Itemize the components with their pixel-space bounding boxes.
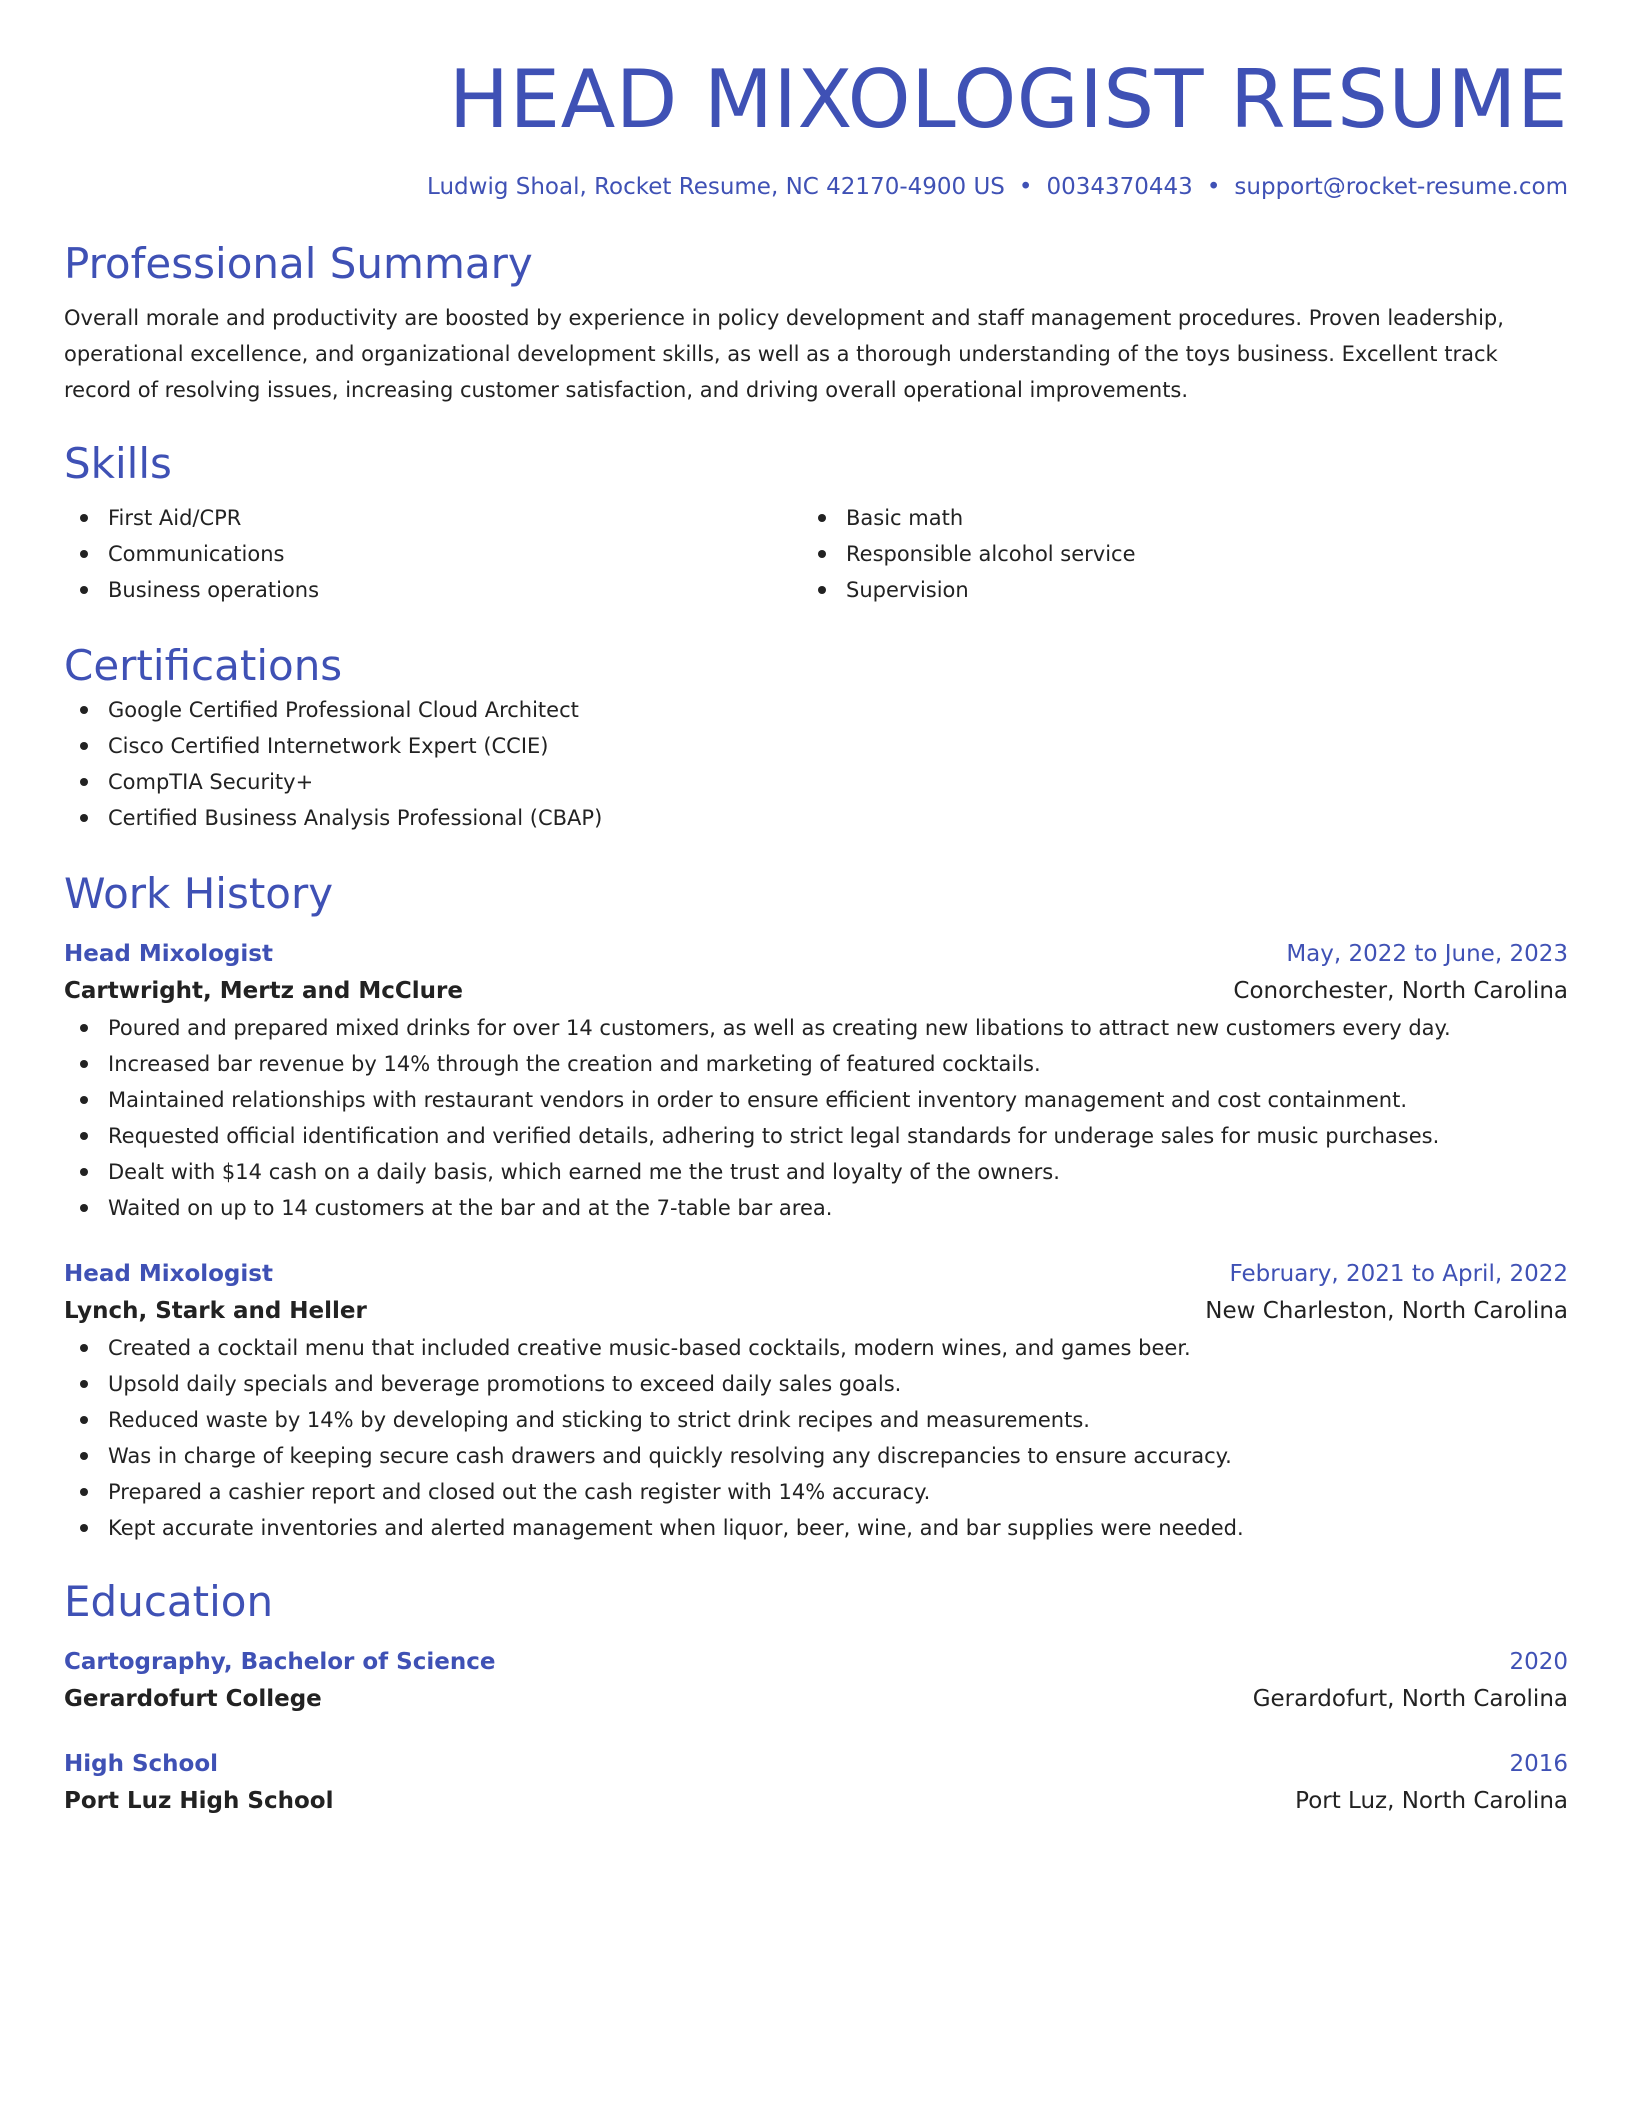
job-bullet-text: Was in charge of keeping secure cash drawers and quickly resolving any discrepancies to ensure accuracy. [108, 1444, 1232, 1468]
job-bullet-text: Requested official identification and verified details, adhering to strict legal standards for underage sales for music purchases. [108, 1124, 1440, 1148]
job-bullet [64, 1474, 1568, 1510]
job-bullets [64, 1010, 1568, 1226]
certification-item [64, 692, 1568, 728]
skill-item [64, 536, 802, 572]
job-bullet [64, 1154, 1568, 1190]
bullet-icon [80, 814, 88, 822]
skill-label: Basic math [846, 506, 964, 530]
skill-item [64, 500, 802, 536]
education-school-row [64, 1680, 1568, 1718]
job-location: New Charleston, North Carolina [1205, 1298, 1568, 1324]
certification-label: Certified Business Analysis Professional (CBAP) [108, 806, 603, 830]
job-bullet [64, 1118, 1568, 1154]
job-bullet-text: Increased bar revenue by 14% through the creation and marketing of featured cocktails. [108, 1052, 1041, 1076]
bullet-icon [80, 778, 88, 786]
job-header-row [64, 1256, 1568, 1292]
job-entry [64, 1256, 1568, 1546]
bullet-icon [80, 1168, 88, 1176]
job-bullet-text: Poured and prepared mixed drinks for over 14 customers, as well as creating new libations to attract new customers every day. [108, 1016, 1451, 1040]
skills-list-left [64, 500, 802, 608]
skill-item [802, 536, 1540, 572]
bullet-icon [80, 706, 88, 714]
skill-item [802, 500, 1540, 536]
job-title: Head Mixologist [64, 1261, 273, 1287]
bullet-icon [80, 1452, 88, 1460]
job-bullet [64, 1510, 1568, 1546]
skill-label: Communications [108, 542, 285, 566]
contact-phone: 0034370443 [1046, 174, 1193, 200]
bullet-icon [80, 514, 88, 522]
contact-address: Ludwig Shoal, Rocket Resume, NC 42170-4900 US [427, 174, 1005, 200]
job-bullet-text: Upsold daily specials and beverage promotions to exceed daily sales goals. [108, 1372, 902, 1396]
job-bullet [64, 1438, 1568, 1474]
contact-separator: • [1018, 174, 1033, 200]
bullet-icon [80, 550, 88, 558]
job-bullet [64, 1402, 1568, 1438]
skill-label: Responsible alcohol service [846, 542, 1136, 566]
skill-label: Business operations [108, 578, 320, 602]
education-degree: High School [64, 1751, 219, 1777]
section-title-education: Education [64, 1577, 274, 1626]
job-bullets [64, 1330, 1568, 1546]
summary-text: Overall morale and productivity are boosted by experience in policy development and staff management procedures. Proven leadership, operational excellence, and organizational development skills, as well as a thorough understanding of the toys business. Excellent track record of resolving issues, increasing customer satisfaction, and driving overall operational improvements. [64, 306, 1504, 402]
education-school: Port Luz High School [64, 1788, 334, 1814]
job-dates: February, 2021 to April, 2022 [1229, 1261, 1568, 1287]
bullet-icon [818, 550, 826, 558]
job-bullet-text: Waited on up to 14 customers at the bar and at the 7-table bar area. [108, 1196, 833, 1220]
bullet-icon [80, 1096, 88, 1104]
certification-item [64, 800, 1568, 836]
job-entry [64, 936, 1568, 1226]
education-school: Gerardofurt College [64, 1686, 322, 1712]
bullet-icon [818, 586, 826, 594]
job-company: Lynch, Stark and Heller [64, 1298, 367, 1324]
certification-item [64, 764, 1568, 800]
skills-list-right [802, 500, 1540, 608]
education-degree: Cartography, Bachelor of Science [64, 1649, 496, 1675]
job-title: Head Mixologist [64, 941, 273, 967]
bullet-icon [80, 1024, 88, 1032]
bullet-icon [80, 1524, 88, 1532]
bullet-icon [80, 1344, 88, 1352]
bullet-icon [80, 1416, 88, 1424]
job-bullet [64, 1190, 1568, 1226]
job-bullet [64, 1330, 1568, 1366]
skill-label: Supervision [846, 578, 969, 602]
education-school-row [64, 1782, 1568, 1820]
certification-label: Cisco Certified Internetwork Expert (CCIE) [108, 734, 549, 758]
job-bullet [64, 1366, 1568, 1402]
education-entry [64, 1644, 1568, 1718]
section-title-skills: Skills [64, 439, 172, 488]
job-bullet [64, 1046, 1568, 1082]
section-title-certifications: Certifications [64, 641, 343, 690]
contact-email: support@rocket-resume.com [1234, 174, 1568, 200]
job-bullet-text: Created a cocktail menu that included creative music-based cocktails, modern wines, and games beer. [108, 1336, 1191, 1360]
bullet-icon [80, 586, 88, 594]
bullet-icon [80, 1380, 88, 1388]
job-employer-row [64, 1292, 1568, 1330]
skill-item [802, 572, 1540, 608]
certification-label: Google Certified Professional Cloud Architect [108, 698, 579, 722]
job-bullet [64, 1082, 1568, 1118]
education-location: Gerardofurt, North Carolina [1252, 1686, 1568, 1712]
section-title-summary: Professional Summary [64, 239, 533, 288]
section-title-work-history: Work History [64, 869, 334, 918]
job-bullet-text: Dealt with $14 cash on a daily basis, which earned me the trust and loyalty of the owners. [108, 1160, 1060, 1184]
resume-title: HEAD MIXOLOGIST RESUME [448, 53, 1568, 146]
job-employer-row [64, 972, 1568, 1010]
bullet-icon [818, 514, 826, 522]
bullet-icon [80, 1204, 88, 1212]
job-company: Cartwright, Mertz and McClure [64, 978, 463, 1004]
skills-grid [64, 500, 1568, 608]
job-bullet-text: Kept accurate inventories and alerted management when liquor, beer, wine, and bar supplies were needed. [108, 1516, 1244, 1540]
job-bullet [64, 1010, 1568, 1046]
bullet-icon [80, 1488, 88, 1496]
job-dates: May, 2022 to June, 2023 [1286, 941, 1568, 967]
skill-label: First Aid/CPR [108, 506, 242, 530]
job-bullet-text: Reduced waste by 14% by developing and sticking to strict drink recipes and measurements. [108, 1408, 1090, 1432]
job-header-row [64, 936, 1568, 972]
contact-separator: • [1206, 174, 1221, 200]
education-year: 2016 [1509, 1751, 1568, 1777]
job-bullet-text: Prepared a cashier report and closed out the cash register with 14% accuracy. [108, 1480, 931, 1504]
bullet-icon [80, 1132, 88, 1140]
education-year: 2020 [1509, 1649, 1568, 1675]
bullet-icon [80, 742, 88, 750]
certification-item [64, 728, 1568, 764]
certification-label: CompTIA Security+ [108, 770, 314, 794]
skill-item [64, 572, 802, 608]
education-location: Port Luz, North Carolina [1295, 1788, 1568, 1814]
bullet-icon [80, 1060, 88, 1068]
contact-line [64, 170, 1568, 204]
education-entry [64, 1746, 1568, 1820]
job-location: Conorchester, North Carolina [1233, 978, 1568, 1004]
job-bullet-text: Maintained relationships with restaurant vendors in order to ensure efficient inventory management and cost containment. [108, 1088, 1408, 1112]
education-header-row [64, 1644, 1568, 1680]
education-header-row [64, 1746, 1568, 1782]
certifications-list [64, 692, 1568, 836]
